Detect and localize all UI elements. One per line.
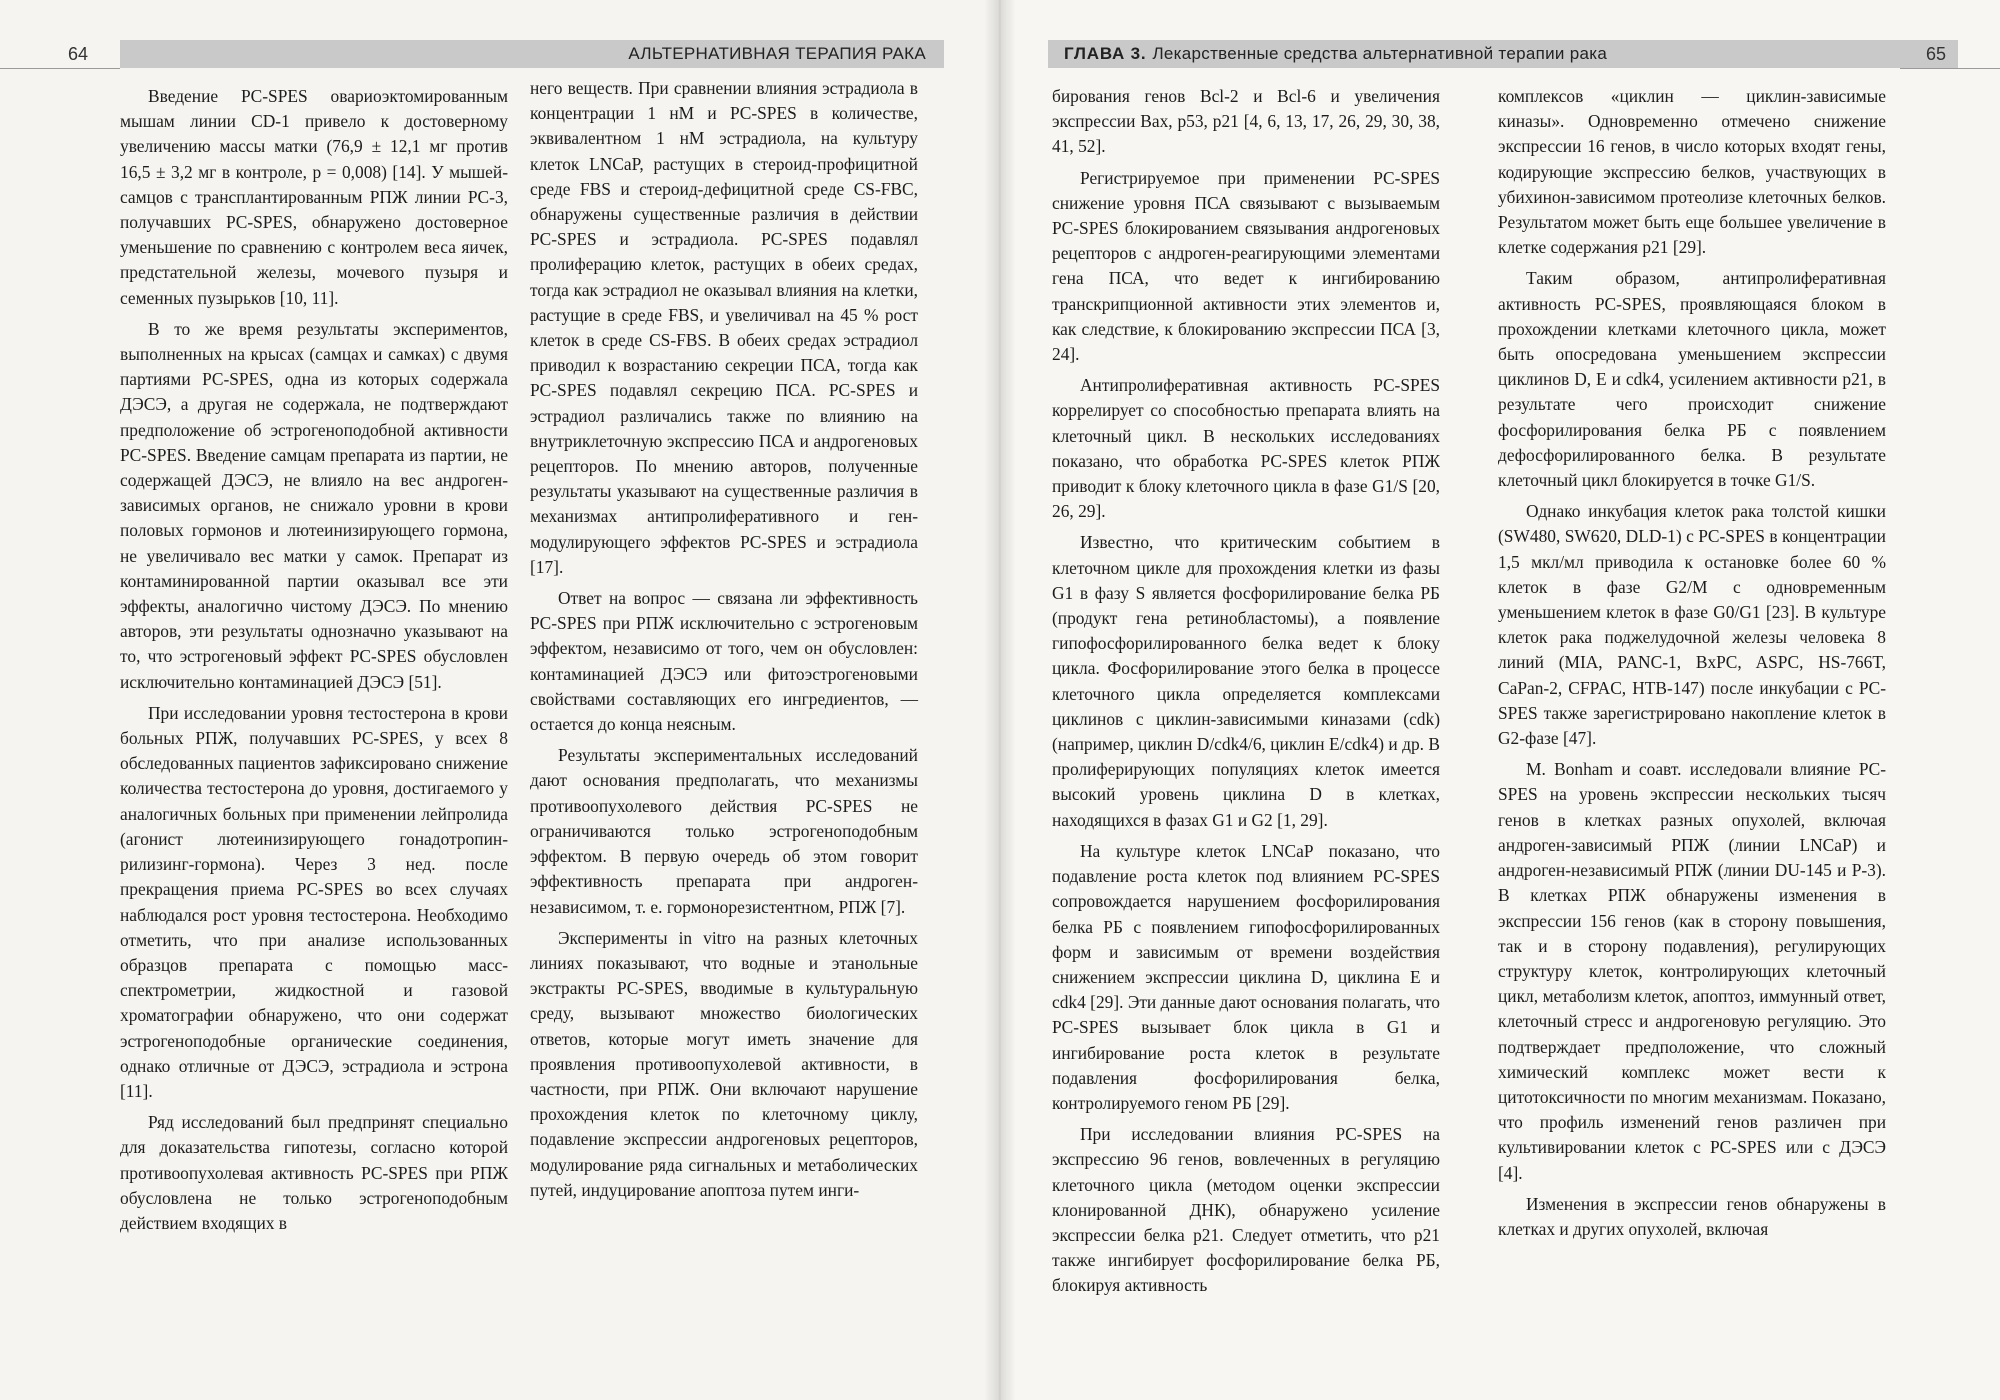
paragraph: Результаты экспериментальных исследований дают основания предполагать, что механизмы противоопухолевого действия PC-SPES не ограничиваются только эстрогеноподобным эффектом. В первую очередь об этом говорит эффективность препарата при андроген-независимом, т. е. гормонорезистентном, РПЖ [7].: [530, 745, 918, 917]
chapter-label: ГЛАВА 3.: [1064, 44, 1147, 63]
paragraph: Антипролиферативная активность PC-SPES коррелирует со способностью препарата влиять на клеточный цикл. В нескольких исследованиях показано, что обработка PC-SPES клеток РПЖ приводит к блоку клеточного цикла в фазе G1/S [20, 26, 29].: [1052, 375, 1440, 522]
text-column-1: [120, 84, 508, 1242]
paragraph: Однако инкубация клеток рака толстой кишки (SW480, SW620, DLD-1) с PC-SPES в концентрации 1,5 мкл/мл приводила к остановке более 60 % клеток в фазе G2/M с одновременным уменьшением клеток в фазе G0/G1 [23]. В культуре клеток рака поджелудочной железы человека 8 линий (MIA, PANC-1, BxPC, ASPC, HS-766T, CaPan-2, CFPAC, HTB-147) после инкубации с PC-SPES также зарегистрировано накопление клеток в G2-фазе [47].: [1498, 501, 1886, 749]
header-rule: [0, 68, 120, 69]
left-page-header: [0, 40, 944, 68]
right-page: [1000, 0, 2000, 1400]
text-column-2: [530, 76, 918, 1209]
running-head: АЛЬТЕРНАТИВНАЯ ТЕРАПИЯ РАКА: [628, 44, 926, 63]
chapter-title: Лекарственные средства альтернативной терапии рака: [1152, 44, 1608, 63]
page-number: 64: [68, 44, 89, 64]
paragraph: него веществ. При сравнении влияния эстрадиола в концентрации 1 нМ и PC-SPES в количестве, эквивалентном 1 нМ эстрадиола, на культуру клеток LNCaP, растущих в стероид-профицитной среде FBS и стероид-дефицитной среде CS-FBC, обнаружены существенные различия в действии PC-SPES и эстрадиола. PC-SPES подавлял пролиферацию клеток, растущих в обеих средах, тогда как эстрадиол не оказывал влияния на клетки, растущие в среде FBS, и увеличивал на 45 % рост клеток в среде CS-FBS. В обеих средах эстрадиол приводил к возрастанию секреции ПСА, тогда как PC-SPES подавлял секрецию ПСА. PC-SPES и эстрадиол различались также по влиянию на внутриклеточную экспрессию ПСА и андрогеновых рецепторов. По мнению авторов, полученные результаты указывают на существенные различия в механизмах антипролиферативного и ген-модулирующего эффектов PC-SPES и эстрадиола [17].: [530, 78, 918, 577]
paragraph: Изменения в экспрессии генов обнаружены в клетках и других опухолей, включая: [1498, 1193, 1886, 1239]
paragraph: Известно, что критическим событием в клеточном цикле для прохождения клетки из фазы G1 в фазу S является фосфорилирование белка РБ (продукт гена ретинобластомы), а появление гипофосфорилированного белка ведет к блоку цикла. Фосфорилирование этого белка в процессе клеточного цикла определяется комплексами циклинов с циклин-зависимыми киназами (cdk) (например, циклин D/cdk4/6, циклин E/cdk4) и др. В пролиферирующих популяциях клеток имеется высокий уровень циклина D в клетках, находящихся в фазах G1 и G2 [1, 29].: [1052, 532, 1440, 830]
paragraph: бирования генов Bcl-2 и Bcl-6 и увеличения экспрессии Bax, p53, p21 [4, 6, 13, 17, 26, 29, 30, 38, 41, 52].: [1052, 86, 1440, 157]
paragraph: При исследовании влияния PC-SPES на экспрессию 96 генов, вовлеченных в регуляцию клеточного цикла (методом оценки экспрессии клонированной ДНК), обнаружено усиление экспрессии белка p21. Следует отметить, что p21 также ингибирует фосфорилирование белка РБ, блокируя активность: [1052, 1124, 1440, 1296]
paragraph: На культуре клеток LNCaP показано, что подавление роста клеток под влиянием PC-SPES сопровождается нарушением фосфорилирования белка РБ с появлением гипофосфорилированных форм и зависимым от времени воздействия снижением экспрессии циклина D, циклина E и cdk4 [29]. Эти данные дают основания полагать, что PC-SPES вызывает блок цикла в G1 и ингибирование роста клеток в результате подавления фосфорилирования белка, контролируемого геном РБ [29].: [1052, 840, 1440, 1113]
paragraph: В то же время результаты экспериментов, выполненных на крысах (самцах и самках) с двумя партиями PC-SPES, одна из которых содержала ДЭСЭ, а другая не содержала, не подтверждают предположение об эстрогеноподобной активности PC-SPES. Введение самцам препарата из партии, не содержащей ДЭСЭ, не влияло на вес андроген-зависимых органов, не снижало уровни в крови половых гормонов и лютеинизирующего гормона, не увеличивало вес матки у самок. Препарат из контаминированной партии оказывал все эти эффекты, аналогично чистому ДЭСЭ. По мнению авторов, эти результаты однозначно указывают на то, что эстрогеновый эффект PC-SPES обусловлен исключительно контаминацией ДЭСЭ [51].: [120, 318, 508, 692]
paragraph: M. Bonham и соавт. исследовали влияние PC-SPES на уровень экспрессии нескольких тысяч генов в клетках разных опухолей, включая андроген-зависимый РПЖ (линии LNCaP) и андроген-независимый РПЖ (линии DU-145 и P-3). В клетках РПЖ обнаружены изменения в экспрессии 156 генов (как в сторону повышения, так и в сторону подавления), регулирующих структуру клеток, контролирующих клеточный цикл, метаболизм клеток, апоптоз, иммунный ответ, клеточный стресс и андрогеновую регуляцию. Это подтверждает предположение, что сложный химический комплекс может вести к цитотоксичности по многим механизмам. Показано, что профиль изменений генов различен при культивировании клеток с PC-SPES или с ДЭСЭ [4].: [1498, 759, 1886, 1183]
paragraph: Эксперименты in vitro на разных клеточных линиях показывают, что водные и этанольные экстракты PC-SPES, вводимые в культуральную среду, вызывают множество биологических ответов, которые могут иметь значение для проявления противоопухолевой активности, в частности, при РПЖ. Они включают нарушение прохождения клеток по клеточному циклу, подавление экспрессии андрогеновых рецепторов, модулирование ряда сигнальных и метаболических путей, индуцирование апоптоза путем инги-: [530, 927, 918, 1200]
paragraph: Регистрируемое при применении PC-SPES снижение уровня ПСА связывают с вызываемым PC-SPES блокированием связывания андрогеновых рецепторов с андроген-реагирующими элементами гена ПСА, что ведет к ингибированию транскрипционной активности этих элементов и, как следствие, к блокированию экспрессии ПСА [3, 24].: [1052, 167, 1440, 365]
page-number: 65: [1925, 44, 1946, 64]
paragraph: При исследовании уровня тестостерона в крови больных РПЖ, получавших PC-SPES, у всех 8 обследованных пациентов зафиксировано снижение количества тестостерона до уровня, достигаемого у аналогичных больных при применении лейпролида (агонист лютеинизирующего гонадотропин-рилизинг-гормона). Через 3 нед. после прекращения приема PC-SPES во всех случаях наблюдался рост уровня тестостерона. Необходимо отметить, что при анализе использованных образцов препарата с помощью масс-спектрометрии, жидкостной и газовой хроматографии обнаружено, что они содержат эстрогеноподобные органические соединения, однако отличные от ДЭСЭ, эстрадиола и эстрона [11].: [120, 702, 508, 1101]
right-page-header: [1048, 40, 1958, 68]
paragraph: комплексов «циклин — циклин-зависимые киназы». Одновременно отмечено снижение экспрессии 16 генов, в число которых входят гены, кодирующие экспрессию белков, участвующих в убихинон-зависимом протеолизе клеточных белков. Результатом может быть еще большее увеличение в клетке содержания p21 [29].: [1498, 86, 1886, 258]
text-column-2: [1498, 84, 1886, 1248]
running-head: [1064, 40, 1607, 68]
header-rule: [1900, 68, 2000, 69]
paragraph: Ответ на вопрос — связана ли эффективность PC-SPES при РПЖ исключительно с эстрогеновым эффектом, независимо от того, чем он обусловлен: контаминацией ДЭСЭ или фитоэстрогеновыми свойствами составляющих его ингредиентов, — остается до конца неясным.: [530, 588, 918, 735]
paragraph: Таким образом, антипролиферативная активность PC-SPES, проявляющаяся блоком в прохождении клетками клеточного цикла, может быть опосредована уменьшением экспрессии циклинов D, E и cdk4, усилением активности p21, в результате чего происходит снижение фосфорилирования белка РБ с появлением дефосфорилированного белка. В результате клеточный цикл блокируется в точке G1/S.: [1498, 268, 1886, 491]
paragraph: Ряд исследований был предпринят специально для доказательства гипотезы, согласно которой противоопухолевая активность PC-SPES при РПЖ обусловлена не только эстрогеноподобным действием входящих в: [120, 1112, 508, 1233]
text-column-1: [1052, 84, 1440, 1305]
paragraph: Введение PC-SPES овариоэктомированным мышам линии CD-1 привело к достоверному увеличению массы матки (76,9 ± 12,1 мг против 16,5 ± 3,2 мг в контроле, p = 0,008) [14]. У мышей-самцов с трансплантированным РПЖ линии PC-3, получавших PC-SPES, обнаружено достоверное уменьшение по сравнению с контролем веса яичек, предстательной железы, мочевого пузыря и семенных пузырьков [10, 11].: [120, 86, 508, 308]
